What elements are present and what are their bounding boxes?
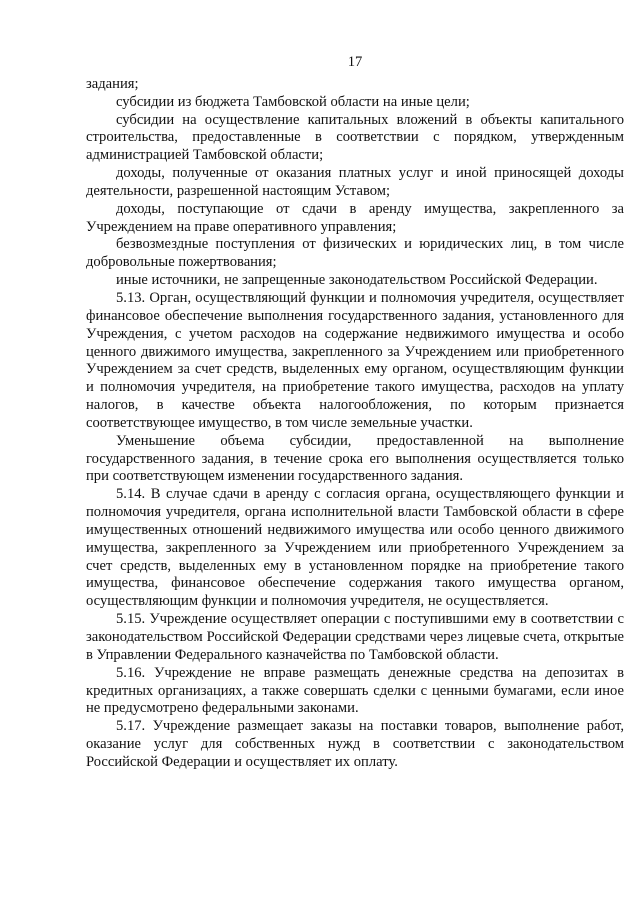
paragraph-3: субсидии на осуществление капитальных вложений в объекты капитального строительства, предоставленные в соответствии с порядком, утвержденным администрацией Тамбовской области; — [86, 111, 624, 164]
paragraph-5-17: 5.17. Учреждение размещает заказы на поставки товаров, выполнение работ, оказание услуг для собственных нужд в соответствии с законодательством Российской Федерации и осуществляет их оплату. — [86, 718, 624, 770]
paragraph-1: задания; — [86, 75, 139, 92]
paragraph-7: иные источники, не запрещенные законодательством Российской Федерации. — [116, 272, 598, 289]
paragraph-6: безвозмездные поступления от физических и юридических лиц, в том числе добровольные пожертвования; — [86, 236, 624, 271]
page-number: 17 — [347, 54, 363, 70]
paragraph-4: доходы, полученные от оказания платных услуг и иной приносящей доходы деятельности, разрешенной настоящим Уставом; — [86, 165, 624, 199]
paragraph-5-15: 5.15. Учреждение осуществляет операции с поступившими ему в соответствии с законодательством Российской Федерации средствами через лицевые счета, открытые в Управлении Федерального казначейства по Тамбовской области. — [86, 611, 624, 663]
paragraph-5-13: 5.13. Орган, осуществляющий функции и полномочия учредителя, осуществляет финансовое обеспечение выполнения государственного задания, установленного для Учреждения, с учетом расходов на содержание недвижимого имущества и особо ценного движимого имущества, закрепленного за Учреждением или приобретенного Учреждением за счет средств, выделенных ему органом, осуществляющим функции и полномочия учредителя, на приобретение такого имущества, расходов на уплату налогов, в качестве объекта налогообложения, по которым признается соответствующее имущество, в том числе земельные участки. — [86, 289, 624, 431]
document-page — [86, 54, 624, 772]
paragraph-5-16: 5.16. Учреждение не вправе размещать денежные средства на депозитах в кредитных организациях, а также совершать сделки с ценными бумагами, если иное не предусмотрено федеральными законами. — [86, 664, 624, 717]
paragraph-subsidy-reduction: Уменьшение объема субсидии, предоставленной на выполнение государственного задания, в течение срока его выполнения осуществляется только при соответствующем изменении государственного задания. — [86, 432, 624, 485]
paragraph-5-14: 5.14. В случае сдачи в аренду с согласия органа, осуществляющего функции и полномочия учредителя, органа исполнительной власти Тамбовской области в сфере имущественных отношений недвижимого имущества или особо ценного движимого имущества, закрепленного за Учреждением или приобретенного Учреждением за счет средств, выделенных ему в установленном порядке на приобретение такого имущества, финансовое обеспечение содержания такого имущества органом, осуществляющим функции и полномочия учредителя, не осуществляется. — [86, 486, 624, 610]
paragraph-2: субсидии из бюджета Тамбовской области на иные цели; — [116, 93, 470, 110]
paragraph-5: доходы, поступающие от сдачи в аренду имущества, закрепленного за Учреждением на праве оперативного управления; — [86, 200, 624, 235]
